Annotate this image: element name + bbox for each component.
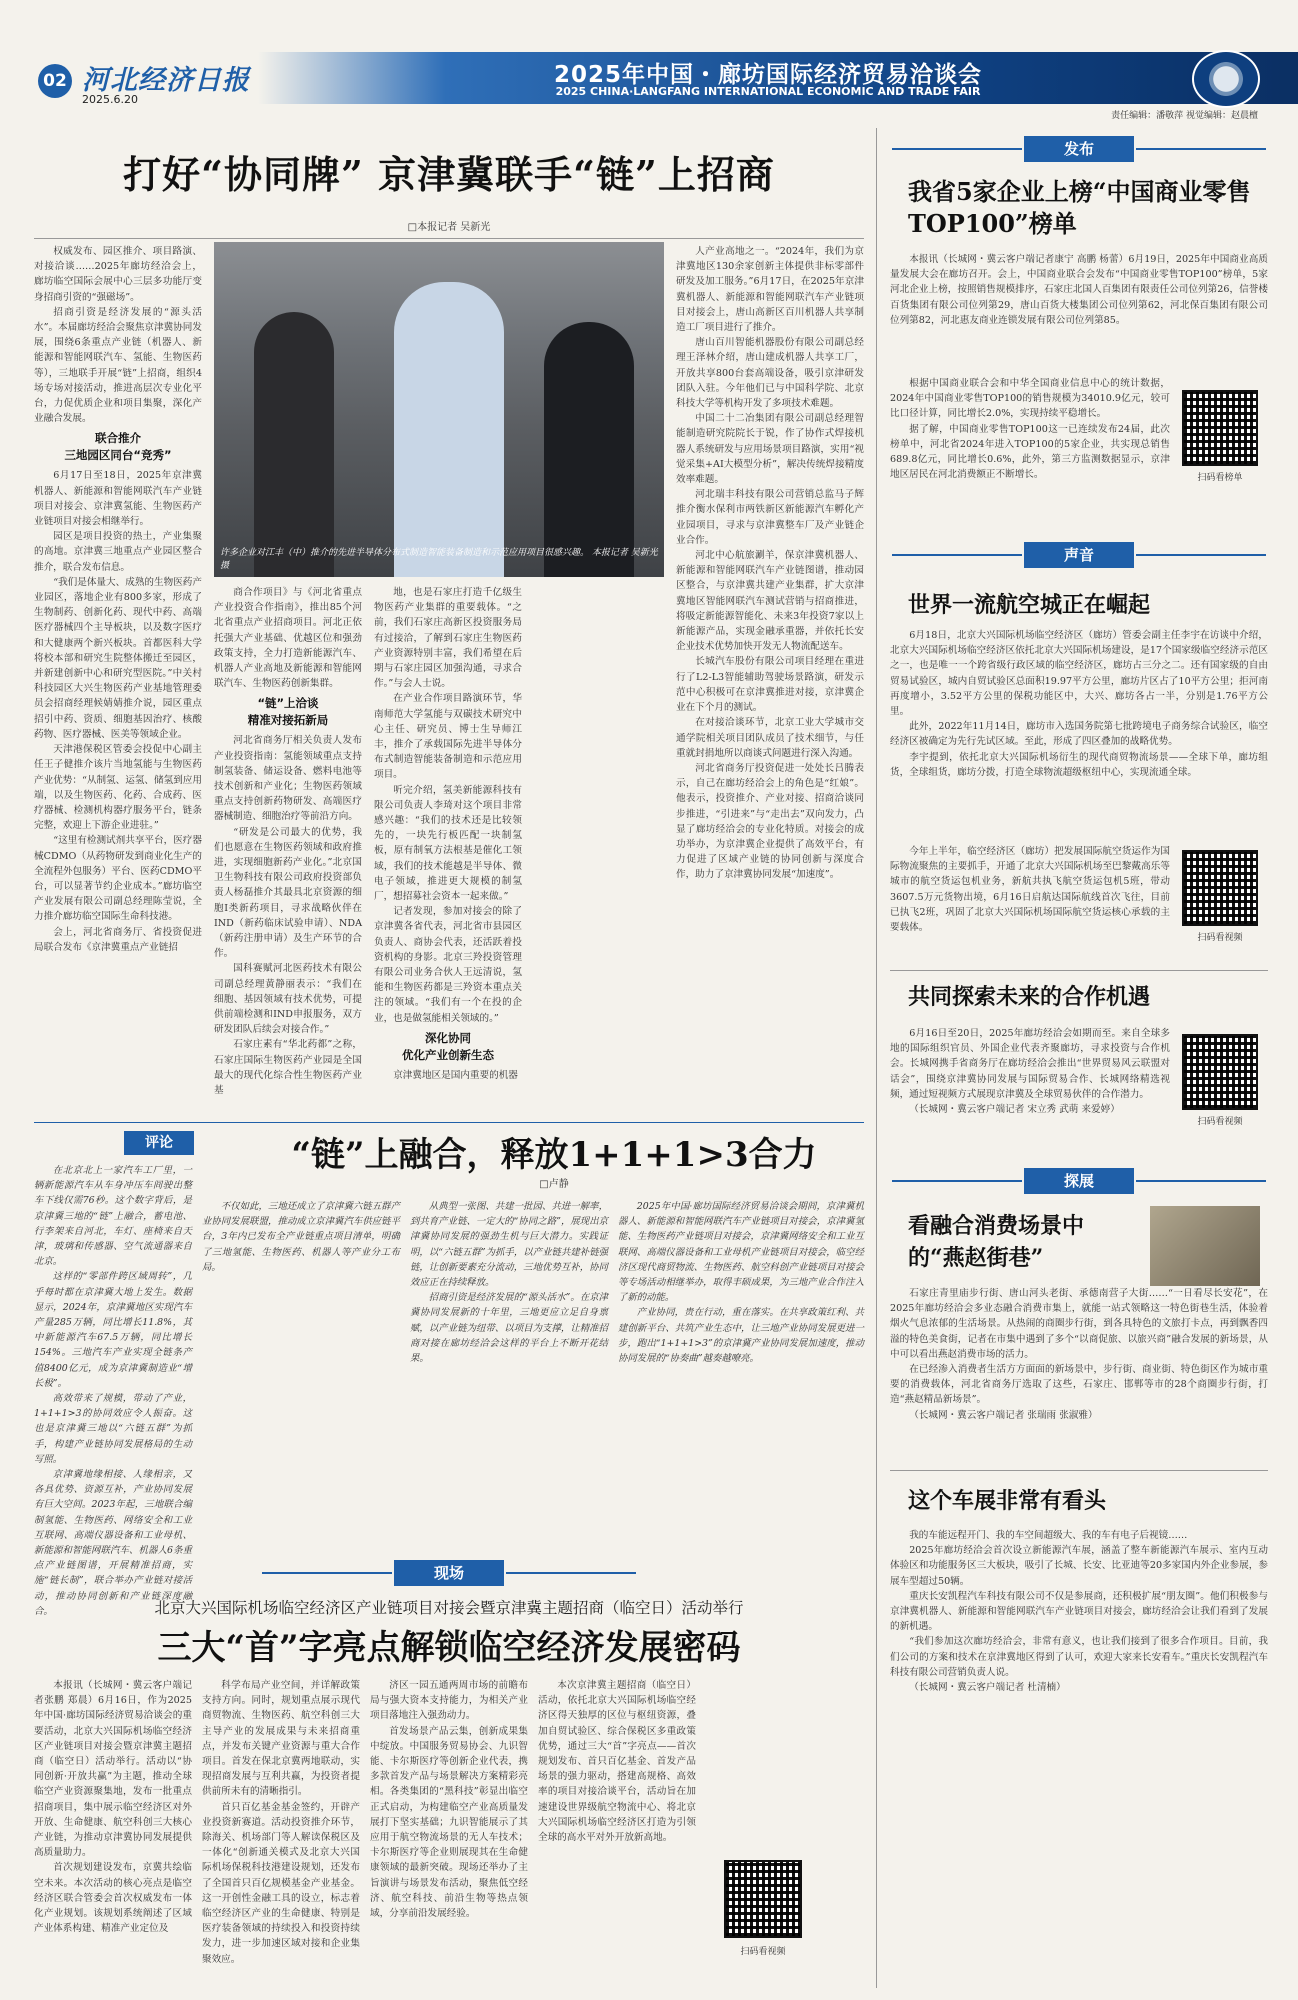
voice-qr-code-2[interactable]: [1182, 1034, 1258, 1110]
sidebar-divider: [876, 128, 877, 1988]
release-body-bottom: [890, 376, 1170, 566]
paragraph: 记者发现，参加对接会的除了京津冀各省代表，河北省市县园区负责人、商协会代表，还活跃着投资机构的身影。北京三羚投资管理有限公司业务合伙人王远清说，氢能和生物医药都是三羚资本重点关注的领域。“我们有一个在投的企业，也是做氢能相关领域的。”: [374, 906, 522, 1024]
paragraph: 济区一园五通两周市场的前瞻布局与强大资本支持能力，为相关产业项目落地注入强劲动力。: [370, 1680, 528, 1722]
release-headline: 我省5家企业上榜“中国商业零售TOP100”榜单: [908, 177, 1251, 238]
photo-caption: 许多企业对江丰（中）推介的先进半导体分布式制造智能装备制造和示范应用项目很感兴趣。 本报记者 吴新光 摄: [220, 548, 658, 571]
paragraph: 不仅如此，三地还成立了京津冀六链五群产业协同发展联盟，推动成立京津冀汽车供应链平台，3年内已发布全产业链重点项目清单，明确了三地氢能、生物医药、机器人等产业分工布局。: [202, 1201, 400, 1273]
paragraph: 河北省商务厅投资促进一处处长吕腾表示，自己在廊坊经洽会上的角色是“红娘”。他表示，投资推介、产业对接、招商洽谈同步推进，“引进来”与“走出去”双向发力，凸显了廊坊经洽会的专业化特质。对接会的成功举办，为京津冀企业提供了高效平台，有力促进了区域产业链的协同创新与深度合作，助力了京津冀协同发展“加速度”。: [676, 762, 864, 881]
paragraph: 6月16日至20日，2025年廊坊经洽会如期而至。来自全球多地的国际组织官员、外国企业代表齐聚廊坊，寻求投资与合作机会。长城网携手省商务厅在廊坊经洽会推出“世界贸易风云联盟对话会”，围绕京津冀协同发展与国际贸易合作、长城网络精选视频，通过短视频方式展现京津冀及全球贸易伙伴的合作潜力。: [890, 1028, 1170, 1100]
paragraph: 产业协同，贵在行动，重在落实。在共享政策红利、共建创新平台、共筑产业生态中，让三地产业协同发展更进一步，跑出“1+1+1>3”的京津冀产业协同发展加速度，推动协同发展的“协奏曲”越奏越嘹亮。: [618, 1307, 864, 1365]
scene-section: [34, 1560, 864, 1990]
voice-body-1-top: [890, 628, 1268, 842]
voice-headline-2: 共同探索未来的合作机遇: [908, 984, 1151, 1010]
paragraph: 招商引资是经济发展的“源头活水”。本届廊坊经洽会聚焦京津冀协同发展，围绕6条重点产业链（机器人、新能源和智能网联汽车、氢能、生物医药等），三地联手开展“链”上招商，组织4场专场对接活动，推进高层次专业化平台，力促优质企业和项目集聚，深化产业融合发展。: [34, 306, 202, 425]
subheading: “链”上洽谈 精准对接拓新局: [247, 696, 329, 728]
paragraph: “我们参加这次廊坊经洽会，非常有意义，也让我们接到了很多合作项目。目前，我们公司的方案和技术在京津冀地区得到了认可，欢迎大家来长安看车。”重庆长安凯程汽车科技有限公司营销负责人说。: [890, 1636, 1268, 1678]
paragraph: 据了解，中国商业零售TOP100这一已连续发布24届，此次榜单中，河北省2024年进入TOP100的5家企业，共实现总销售689.8亿元，同比增长0.6%，此外，第三方监测数据显示，京津地区居民在河北消费额正不断增长。: [890, 423, 1170, 481]
news-photo: [214, 242, 664, 577]
commentary-byline: □卢静: [539, 1179, 569, 1190]
sidebar-rule: [890, 970, 1268, 971]
tag-voice: 声音: [1024, 542, 1134, 568]
paragraph: 人产业高地之一。“2024年，我们为京津冀地区130余家创新主体提供非标零部件研发及加工服务。”6月17日，在2025年京津冀机器人、新能源和智能网联汽车产业链项目对接会上，唐山高新区百川机器人共享制造工厂项目进行了推介。: [676, 246, 864, 334]
scene-col-2: [202, 1678, 360, 1984]
scene-col-1: [34, 1678, 192, 1984]
paragraph: 6月17日至18日，2025年京津冀机器人、新能源和智能网联汽车产业链项目对接会、京津冀氢能、生物医药产业链项目对接会相继举行。: [34, 470, 202, 528]
paragraph: 重庆长安凯程汽车科技有限公司不仅是参展商，还积极扩展“朋友圈”。他们积极参与京津冀机器人、新能源和智能网联汽车产业链项目对接会，廊坊经洽会让我们看到了发展的新机遇。: [890, 1590, 1268, 1633]
paragraph: “我们是体量大、成熟的生物医药产业园区，落地企业有800多家，形成了生物制药、创新化药、现代中药、高端医疗器械四个主导板块，以及数字医疗和大健康两个新兴板块。首都医科大学将校本部和研究生院整体搬迁至园区，并新建创新中心和研究型医院。”中关村科技园区大兴生物医药产业基地管理委员会招商经理候婧婧推介说，园区重点招引中药、资质、细胞基因治疗、核酸药物、医疗器械、医美等领域企业。: [34, 576, 202, 740]
paragraph: 权威发布、园区推介、项目路演、对接洽谈……2025年廊坊经洽会上，廊坊临空国际会展中心三层多功能厅变身招商引资的“强磁场”。: [34, 246, 202, 303]
paragraph: 长城汽车股份有限公司项目经理在重进行了L2-L3智能辅助驾驶场景路演，研发示范中心积极可在京津冀推进对接，京津冀企业在下个月的测试。: [676, 656, 864, 714]
main-col-1: [34, 244, 202, 1219]
paragraph: 石家庄素有“华北药都”之称，石家庄国际生物医药产业园是全国最大的现代化综合性生物医药产业基: [214, 1039, 362, 1097]
voice-qr-code-1[interactable]: [1182, 850, 1258, 926]
photo-person-center: [394, 282, 504, 577]
paragraph: 科学布局产业空间，并详解政策支持方向。同时，规划重点展示现代商贸物流、生物医药、航空科创三大主导产业的发展成果与未来招商重点，并发布关键产业资源与重大合作项目。首发在保北京冀两地联动，实现招商发展与互利共赢，为投资者提供前所未有的清晰指引。: [202, 1680, 360, 1798]
paragraph: 李宇提到，依托北京大兴国际机场衍生的现代商贸物流场景——全球下单，廊坊组货，全球组货，廊坊分拨，打造全球物流超级枢纽中心，实现流通全球。: [890, 751, 1268, 778]
paragraph: 河北中心航旅涮羊，保京津冀机器人、新能源和智能网联汽车产业链图谱，推动园区整合，与京津冀共建产业集群，扩大京津冀地区智能网联汽车测试营销与招商推进，将吸定新能源智能化、未来3年投资7家以上新能源产品，实现金融承重器，并依托长安企业技术优势加快开发无人物流配送车。: [676, 550, 864, 653]
paragraph: （长城网・冀云客户端记者 张瑞雨 张淑雅）: [909, 1409, 1098, 1421]
scene-qr-code[interactable]: [724, 1860, 802, 1938]
scene-kicker: 北京大兴国际机场临空经济区产业链项目对接会暨京津冀主题招商（临空日）活动举行: [154, 1599, 744, 1617]
scene-qr-caption: 扫码看视频: [740, 1947, 786, 1957]
paragraph: 我的车能远程开门、我的车空间超级大、我的车有电子后视镜……: [909, 1530, 1188, 1541]
paragraph: 招商引资是经济发展的“源头活水”。在京津冀协同发展新的十年里，三地更应立足自身禀赋，以产业链为纽带、以项目为支撑，让精准招商对接在廊坊经洽会这样的平台上不断开花结果。: [410, 1292, 608, 1365]
paragraph: 6月18日，北京大兴国际机场临空经济区（廊坊）管委会副主任李宇在访谈中介绍，北京大兴国际机场临空经济区依托北京大兴国际机场建设，是17个国家级临空经济示范区之一，也是唯一一个跨省级行政区域的临空经济区，廊坊占三分之二。还有国家级的自由贸易试验区，城内自贸试验区总面积19.97平方公里，廊坊片区占了10平方公里；拒河南再度增小，3.52平方公里的保税功能区中，大兴、廊坊各占一半，分别是1.76平方公里。: [890, 630, 1268, 718]
photo-person-right: [544, 322, 634, 577]
paragraph: 此外，2022年11月14日，廊坊市入选国务院第七批跨境电子商务综合试验区，临空经济区被确定为先行先试区域。至此，形成了四区叠加的战略优势。: [890, 721, 1268, 748]
event-banner: [258, 52, 1298, 104]
masthead: [0, 0, 1298, 120]
release-qr-code[interactable]: [1182, 390, 1258, 466]
voice-body-2: [890, 1026, 1170, 1166]
page-number-badge: 02: [38, 64, 72, 98]
paragraph: 首次规划建设发布，京冀共绘临空未来。本次活动的核心亮点是临空经济区联合管委会首次权威发布一体化产业规划。该规划系统阐述了区域产业体系构建、精准产业定位及: [34, 1862, 192, 1935]
headline-divider: [34, 238, 864, 239]
sidebar: [890, 128, 1268, 1988]
paragraph: 石家庄青里庙步行街、唐山河头老街、承德南营子大街……“一日看尽长安花”，在2025年廊坊经洽会多业态融合消费市集上，就能一站式领略这一特色街巷生活，体验着烟火气息浓郁的生活场景。从热闹的商圈步行街，到各具特色的文旅打卡点，再到飘香四溢的特色美食街，记者在市集中遇到了多个“以商促旅、以旅兴商”融合发展的新场景，从中可以看出燕赵消费市场的活力。: [890, 1288, 1268, 1360]
photo-person-left: [254, 312, 334, 577]
paragraph: 从典型一张图、共建一批园、共进一解率，到共育产业链、一定大的“协同之路”，展现出京津冀协同发展的强劲生机与巨大潜力。实践证明，以“六链五群”为抓手，以产业链共建补链强链，让创新要素充分流动，三地优势互补，协同效应正在持续释放。: [410, 1201, 608, 1289]
main-byline: □本报记者 吴新光: [407, 222, 491, 233]
scene-col-4: [538, 1678, 696, 1984]
editor-credits: 责任编辑：潘敬萍 视觉编辑：赵晨檀: [1111, 111, 1258, 121]
tag-release: 发布: [1024, 136, 1134, 162]
explore-body-2: [890, 1528, 1268, 1968]
main-col-4: [676, 244, 864, 1219]
paragraph: 在对接洽谈环节，北京工业大学城市交通学院相关项目团队成员了技术细节，与任重就封捐地所以商谈式问题进行深入沟通。: [676, 717, 864, 759]
paragraph: （长城网・冀云客户端记者 杜清楠）: [909, 1682, 1066, 1694]
explore-photo: [1150, 1206, 1260, 1286]
paper-name: 河北经济日报: [82, 65, 250, 96]
commentary-col-2: [202, 1199, 400, 1553]
paragraph: 听完介绍，氢美新能源科技有限公司负责人李琦对这个项目非常感兴趣：“我们的技术还是比较领先的，一块先行板匹配一块制氢板，原有制氧方法根基是催化工领域，我们的技术能越是半导体、微电子领域，推进更大规模的制氢厂，想招募社会资本一起来做。”: [374, 784, 522, 903]
main-story: [34, 130, 864, 1225]
commentary-col-1: [34, 1163, 192, 1617]
event-title-en: 2025 CHINA·LANGFANG INTERNATIONAL ECONOMIC AND TRADE FAIR: [555, 85, 981, 98]
commentary-headline: “链”上融合，释放1+1+1>3合力: [291, 1135, 817, 1175]
paragraph: 2025年中国·廊坊国际经济贸易洽谈会期间，京津冀机器人、新能源和智能网联汽车产业链项目对接会，京津冀氢能、生物医药产业链项目对接会，京津冀网络安全和工业互联网、高端仪器设备和工业母机产业链项目对接会，临空经济区现代商贸物流、生物医药、航空科创产业链项目对接会等专场活动相继举办，取得丰硕成果，为三地产业合作注入了新的动能。: [618, 1201, 864, 1304]
issue-date: 2025.6.20: [82, 93, 138, 106]
voice-qr-caption-1: 扫码看视频: [1197, 933, 1243, 943]
paragraph: 在北京北上一家汽车工厂里，一辆新能源汽车从车身冲压车间驶出整车下线仅需76秒。这个数字背后，是京津冀三地的“链”上融合，蓄电池、行李架来自河北，车灯、座椅来自天津，玻璃和传感器、空气流通器来自北京。: [34, 1165, 192, 1268]
paragraph: 地，也是石家庄打造千亿级生物医药产业集群的重要载体。“之前，我们石家庄高新区投资服务局有过接洽，了解到石家庄生物医药产业资源特别丰富，我们希望在后期与石家庄园区加强沟通，寻求合作。”与会人士说。: [374, 587, 522, 690]
commentary-col-4: [618, 1199, 864, 1553]
paragraph: “研发是公司最大的优势，我们也愿意在生物医药领域和政府推进，实现细胞新药产业化。”北京国卫生物科技有限公司政府投资部负责人杨磊推介其最具北京资源的细胞Ⅰ类新药项目，寻求战略伙伴在IND（新药临床试验申请）、NDA（新药注册申请）及生产环节的合作。: [214, 826, 362, 960]
explore-headline-1: 看融合消费场景中的“燕赵街巷”: [908, 1213, 1085, 1271]
paragraph: 京津冀地缘相接、人缘相亲，又各具优势、资源互补，产业协同发展有巨大空间。2023年起，三地联合编制氢能、生物医药、网络安全和工业互联网、高端仪器设备和工业母机、新能源和智能网联汽车、机器人6条重点产业链图谱，开展精准招商，实施“链长制”，联合举办产业链对接活动，推动协同创新和产业链深度融合。: [34, 1469, 192, 1617]
paragraph: 商合作项目》与《河北省重点产业投资合作指南》，推出85个河北省重点产业招商项目。河北正依托强大产业基础、优越区位和强劲政策支持，全力打造新能源汽车、机器人产业高地及新能源和智能网联汽车、生物医药创新集群。: [214, 587, 362, 690]
paragraph: 中国二十二冶集团有限公司副总经理智能制造研究院院长于锐，作了协作式焊接机器人系统研发与应用场景项目路演，实用“视觉采集+AI大模型分析”，解决传统焊接精度效率难题。: [676, 413, 864, 486]
paragraph: 根据中国商业联合会和中华全国商业信息中心的统计数据，2024年中国商业零售TOP100的销售规模为34010.9亿元，较可比口径计算，同比增长2.0%，实现持续平稳增长。: [890, 378, 1170, 420]
subheading: 深化协同 优化产业创新生态: [402, 1030, 494, 1062]
paragraph: 2025年廊坊经洽会首次设立新能源汽车展，涵盖了整车新能源汽车展示、室内互动体验区和功能服务区三大板块，吸引了长城、长安、比亚迪等20多家国内外企业参展，参展车型超过50辆。: [890, 1545, 1268, 1587]
event-title-cn: 2025年中国・廊坊国际经济贸易洽谈会: [553, 62, 982, 88]
release-qr-caption: 扫码看榜单: [1197, 473, 1243, 483]
paragraph: 会上，河北省商务厅、省投资促进局联合发布《京津冀重点产业链招: [34, 926, 202, 953]
voice-body-1-bottom: [890, 844, 1170, 968]
scene-tag: 现场: [394, 1560, 504, 1586]
paragraph: 天津港保税区管委会投促中心副主任王子健推介该片当地氢能与生物医药产业优势：“从制氢、运氢、储氢到应用端，以及生物医药、化药、合成药、医疗器械、检测机构器疗服务平台，链条完整，欢迎上下游企业进驻。”: [34, 744, 202, 832]
main-headline: 打好“协同牌” 京津冀联手“链”上招商: [123, 152, 775, 197]
voice-headline-1: 世界一流航空城正在崛起: [908, 592, 1151, 618]
voice-qr-caption-2: 扫码看视频: [1197, 1117, 1243, 1127]
explore-body-1: [890, 1286, 1268, 1466]
paragraph: “这里有检测试剂共享平台，医疗器械CDMO（从药物研发到商业化生产的全流程外包服务）平台、医药CDMO平台，可以显著节约企业成本。”廊坊临空产业发展有限公司副总经理陈莹说，全力推介廊坊临空国际生命科技港。: [34, 835, 202, 923]
commentary-col-3: [410, 1199, 608, 1553]
paragraph: 本报讯（长城网・冀云客户端记者康宁 高鹏 杨蕾）6月19日，2025年中国商业高质量发展大会在廊坊召开。会上，中国商业联合会发布“中国商业零售TOP100”榜单，5家河北企业上榜，按照销售规模排序，石家庄北国人百集团有限责任公司位列第26，信誉楼百货集团有限公司位列第29，唐山百货大楼集团公司位列第62，河北保百集团有限公司位列第82，河北惠友商业连锁发展有限公司位列第85。: [890, 254, 1268, 326]
paragraph: 高效带来了规模，带动了产业，1+1+1>3的协同效应令人振奋。这也是京津冀三地以“六链五群”为抓手，构建产业链协同发展格局的生动写照。: [34, 1393, 192, 1465]
tag-explore: 探展: [1024, 1168, 1134, 1194]
paragraph: 园区是项目投资的热土，产业集聚的高地。京津冀三地重点产业园区整合推介，联合发布信息。: [34, 531, 202, 573]
explore-headline-2: 这个车展非常有看头: [908, 1488, 1107, 1514]
paragraph: （长城网・冀云客户端记者 宋立秀 武萌 来爱婷）: [909, 1104, 1120, 1116]
scene-col-3: [370, 1678, 528, 1984]
subheading: 联合推介 三地园区同台“竞秀”: [64, 431, 172, 463]
paragraph: 首只百亿基金基金签约，开辟产业投资新赛道。活动投资推介环节，除海关、机场部门等人解读保税区及一体化“创新通关模式及北京大兴国际机场保税科技港建设规划，还发布了全国首只百亿规模基金产业基金。这一开创性金融工具的设立，标志着临空经济区产业的生命健康、特别是医疗装备领域的持续投入和投资持续发力，进一步加速区域对接和企业集聚效应。: [202, 1801, 360, 1965]
paragraph: 在产业合作项目路演环节，华南师范大学氢能与双碳技术研究中心主任、研究员、博士生导师江丰，推介了承载国际先进半导体分布式制造智能装备制造和示范应用项目。: [374, 693, 522, 781]
fair-logo-emblem: [1192, 50, 1260, 108]
paragraph: 唐山百川智能机器股份有限公司副总经理王泽林介绍，唐山建成机器人共享工厂，开放共享800台套高端设备，吸引京津研发团队入驻。今年他们已与中国科学院、北京科技大学等机构开发了多项技术难题。: [676, 337, 864, 410]
commentary-tag: 评论: [124, 1131, 194, 1155]
paragraph: 首发场景产品云集，创新成果集中绽放。中国服务贸易协会、九识智能、卡尔斯医疗等创新企业代表，携多款首发产品与场景解决方案精彩亮相。各类集团的“黑科技”彰显出临空正式启动，为构建临空产业高质量发展打下坚实基础；九识智能展示了其应用于航空物流场景的无人车技术；卡尔斯医疗等企业则展现其在生命健康领域的最新突破。现场还举办了主旨演讲与场景发布活动，聚焦低空经济、航空科技、前沿生物等热点领域，分享前沿发展经验。: [370, 1725, 528, 1920]
paragraph: 京津冀地区是国内重要的机器: [393, 1069, 518, 1081]
release-body-top: [890, 252, 1268, 374]
paragraph: 在已经渗入消费者生活方方面面的新场景中，步行街、商业街、特色街区作为城市重要的消费载体，河北省商务厅选取了这些，石家庄、邯郸等市的28个商圈步行街，打造“燕赵精品新场景”。: [890, 1364, 1268, 1406]
paragraph: 这样的“零部件跨区域周转”，几乎每时都在京津冀大地上发生。数据显示，2024年，京津冀地区实现汽车产量285万辆，同比增长11.8%，其中新能源汽车67.5万辆，同比增长154%。三地汽车产业实现全链条产值8400亿元，成为京津冀制造业“增长极”。: [34, 1271, 192, 1389]
paragraph: 河北省商务厅相关负责人发布产业投资指南：氢能领域重点支持制氢装备、储运设备、燃料电池等技术创新和产业化；生物医药领域重点支持创新药物研发、高端医疗器械制造、细胞治疗等前沿方向。: [214, 735, 362, 823]
paragraph: 本次京津冀主题招商（临空日）活动，依托北京大兴国际机场临空经济区得天独厚的区位与枢纽资源，叠加自贸试验区、综合保税区多重政策优势，通过三大“首”字亮点——首次规划发布、首只百亿基金、首发产品场景的强力驱动，搭建高规格、高效率的项目对接洽谈平台，活动旨在加速建设世界级航空物流中心、将北京大兴国际机场临空经济区打造为引领全球的高水平对外开放新高地。: [538, 1680, 696, 1844]
paragraph: 国科赛赋河北医药技术有限公司副总经理黄静丽表示：“我们在细胞、基因领域有技术优势，可提供前端检测和IND申报服务，双方研发团队后续会对接合作。”: [214, 963, 362, 1036]
paragraph: 河北瑞丰科技有限公司营销总监马子辉推介衡水保利市两铁新区新能源汽车孵化产业园项目，寻求与京津冀整车厂及产业链企业合作。: [676, 489, 864, 546]
paragraph: 今年上半年，临空经济区（廊坊）把发展国际航空货运作为国际物流聚焦的主要抓手，开通了北京大兴国际机场至巴黎戴高乐等城市的航空货运包机业务，新航共执飞航空货运包机5班，带动3607.5万元货物出境，6月16日启航达国际航线首次飞往，目前已执飞2班，巩固了北京大兴国际机场国际航空货运核心承载的主要载体。: [890, 846, 1170, 934]
sidebar-rule: [890, 1470, 1268, 1471]
paragraph: 本报讯（长城网・冀云客户端记者张鹏 郑晨）6月16日，作为2025年中国·廊坊国际经济贸易洽谈会的重要活动，北京大兴国际机场临空经济区产业链项目对接会暨京津冀主题招商（临空日）活动举行。活动以“协同创新·开放共赢”为主题，推动全球临空产业资源聚集地，发布一批重点招商项目，集中展示临空经济区对外开放、生命健康、航空科创三大核心产业链，为推动京津冀协同发展提供高质量助力。: [34, 1680, 192, 1859]
scene-headline: 三大“首”字亮点解锁临空经济发展密码: [157, 1628, 741, 1668]
